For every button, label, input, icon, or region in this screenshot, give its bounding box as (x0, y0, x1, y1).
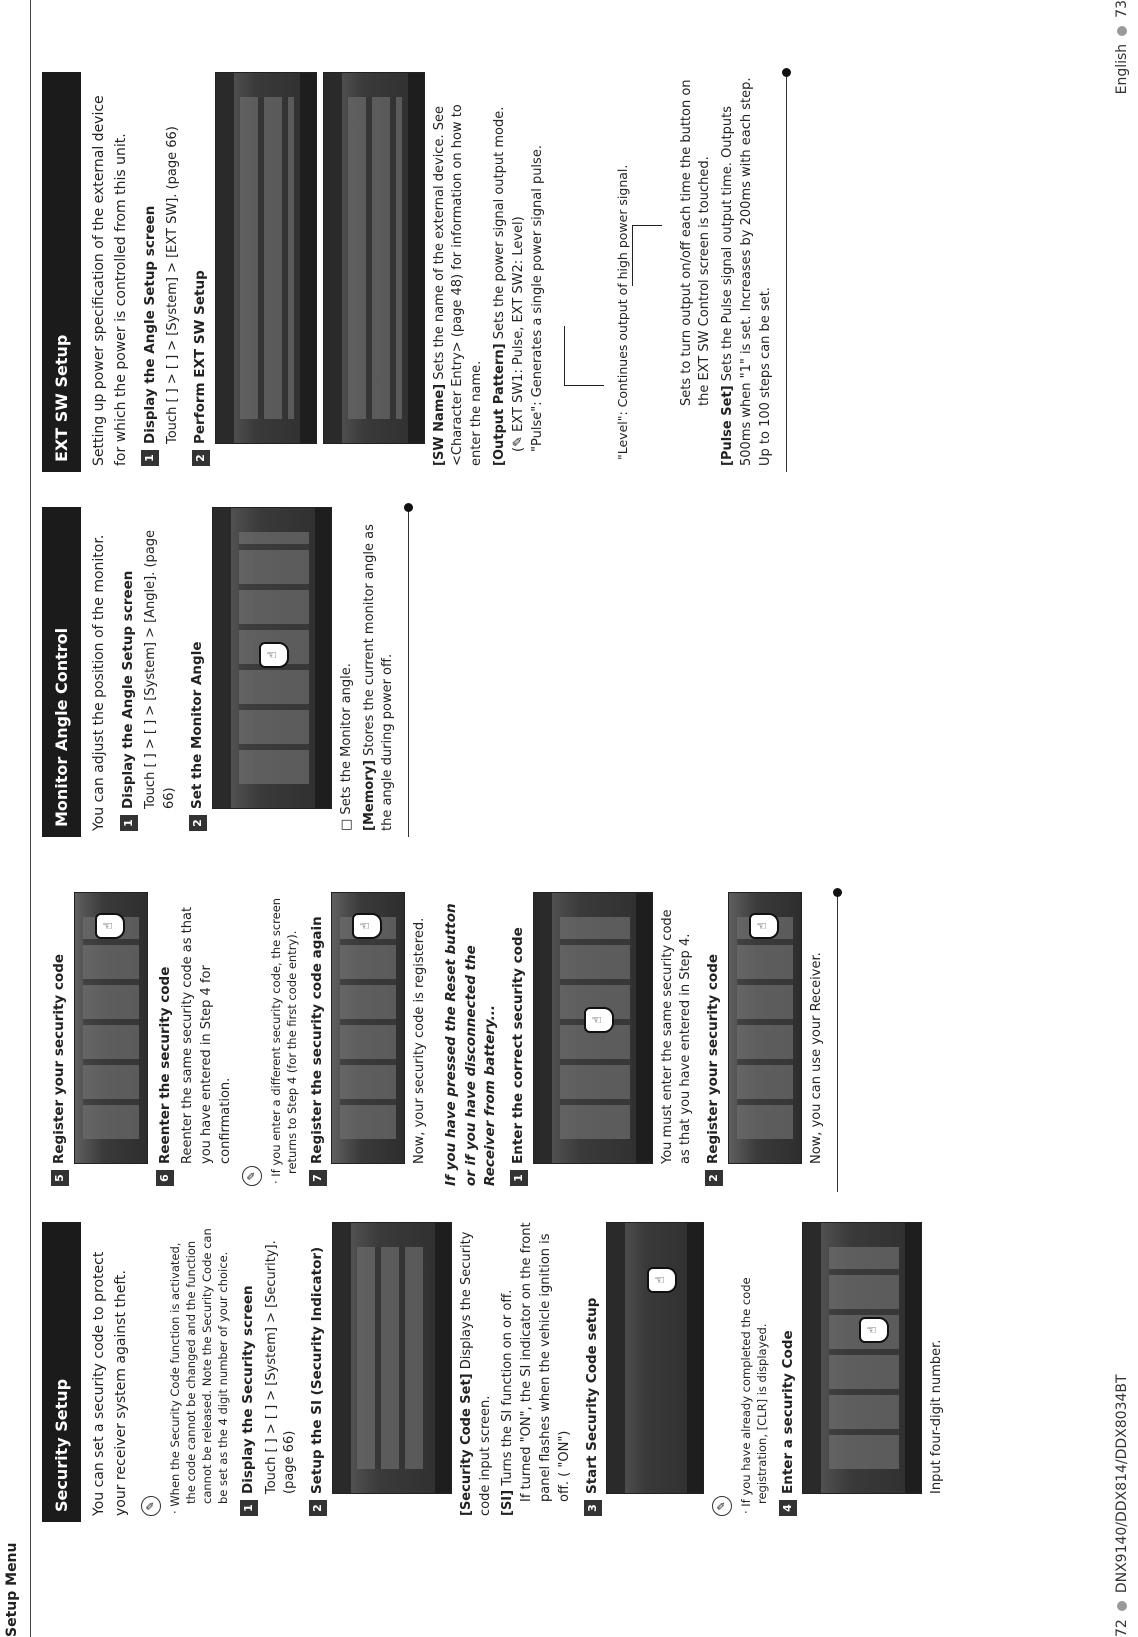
monitor-desc-memory-text: Stores the current monitor angle as the angle during power off. (361, 524, 396, 831)
security-note-2-text: If you have already completed the code registration, [CLR] is displayed. (739, 1277, 770, 1507)
reset-step-1 (509, 892, 529, 1186)
touch-hand-icon: ☝ (859, 1317, 889, 1343)
security-note-3-text: If you enter a different security code, the screen returns to Step 4 (for the first code entry). (268, 897, 299, 1177)
step-number-1: 1 (141, 450, 159, 466)
security-step-4-text: Input four-digit number. (929, 1339, 945, 1494)
desc-pulse-set (719, 72, 776, 466)
desc-output-default-text: EXT SW1: Pulse, EXT SW2: Level) (510, 216, 526, 437)
security-step-7-text: Now, your security code is registered. (412, 917, 428, 1164)
security-step-1-text: Touch [ ] > [ ] > [System] > [Security]. (page 66) (263, 1240, 298, 1494)
step-number-5: 5 (51, 1170, 69, 1186)
security-step-5-label: Register your security code (51, 953, 67, 1164)
step-number-2: 2 (705, 1170, 723, 1186)
security-step-3-label: Start Security Code setup (583, 1297, 600, 1494)
callout-1-icon: □ (338, 818, 354, 831)
desc-si-detail: If turned "ON", the SI indicator on the front panel flashes when the vehicle ignition is off. ( "ON") (519, 1222, 572, 1502)
monitor-step-1-text: Touch [ ] > [ ] > [System] > [Angle]. (page 66) (143, 529, 178, 809)
monitor-desc-1-text: Sets the Monitor angle. (338, 663, 354, 815)
keypad-grid (829, 1247, 899, 1469)
monitor-step-2-label: Set the Monitor Angle (189, 641, 206, 809)
ext-sw-step-1 (141, 72, 161, 466)
monitor-angle-heading: Monitor Angle Control (42, 507, 81, 837)
monitor-lead: You can adjust the position of the monitor. (91, 534, 108, 831)
pulse-waveform-rise (564, 385, 604, 386)
step-number-1: 1 (510, 1170, 528, 1186)
ext-sw-step-2-label: Perform EXT SW Setup (191, 270, 208, 444)
touch-hand-icon: ☝ (352, 913, 382, 939)
page-number-left: 72 (1113, 1619, 1130, 1637)
security-note-3: · If you enter a different security code, the screen returns to Step 4 (for the first code entry). (268, 897, 299, 1184)
register-again-screen-image (331, 892, 405, 1164)
note-icon: ✎ (141, 1496, 161, 1516)
security-setup-continued-column (42, 892, 846, 1192)
touch-hand-icon: ☝ (749, 913, 779, 939)
pulse-waveform-high (564, 326, 565, 386)
security-step-2-label: Setup the SI (Security Indicator) (309, 1246, 326, 1494)
step-number-1: 1 (120, 815, 138, 831)
ext-sw-column (42, 72, 795, 472)
step-number-2: 2 (192, 450, 210, 466)
monitor-desc-1 (338, 507, 357, 831)
touch-hand-icon: ☝ (95, 913, 125, 939)
section-end-rule (786, 72, 795, 472)
footer-dot (1117, 1601, 1127, 1611)
screen-title-bar (803, 1223, 821, 1493)
security-note-1-text: When the Security Code function is activated, the code cannot be changed and the function cannot be released. Note the Security Code can be set as the 4 digit number of your choice. (167, 1228, 230, 1507)
default-icon: ✎ (510, 436, 526, 447)
ext-sw-lead: Setting up power specification of the external device for which the power is controlled from this unit. (91, 95, 129, 466)
step-number-3: 3 (584, 1500, 602, 1516)
security-note-2: · If you have already completed the code registration, [CLR] is displayed. (739, 1277, 770, 1514)
step-number-1: 1 (240, 1500, 258, 1516)
step-number-7: 7 (309, 1170, 327, 1186)
screen-title-bar (333, 1223, 351, 1493)
desc-pulse: "Pulse": Generates a single power signal pulse. (529, 145, 545, 452)
desc-pulse-set-text: Sets the Pulse signal output time. Outputs 500ms when "1" is set. Increases by 200ms with each step. Up to 100 steps can be set. (720, 77, 773, 466)
screen-status-bar (905, 1223, 921, 1493)
correct-code-screen-image (533, 892, 653, 1164)
footer-left (1112, 1374, 1132, 1637)
desc-output-default: (✎ EXT SW1: Pulse, EXT SW2: Level) (510, 216, 526, 452)
footer-dot (1117, 26, 1127, 36)
touch-hand-icon: ☝ (259, 642, 289, 668)
desc-si-key: [SI] (500, 1489, 516, 1516)
security-step-1 (239, 1222, 259, 1516)
angle-setup-screen-image (212, 507, 332, 809)
screen-menu-rows (357, 1247, 429, 1469)
screen-menu-rows (348, 97, 402, 419)
desc-si-text: Turns the SI function on or off. (500, 1289, 516, 1486)
screen-menu-rows (240, 97, 294, 419)
desc-level: "Level": Continues output of high power signal. (614, 164, 630, 460)
screen-status-bar (315, 508, 331, 808)
screen-status-bar (408, 73, 424, 443)
ext-sw-heading: EXT SW Setup (42, 72, 81, 472)
reset-step-2-text: Now, you can use your Receiver. (808, 952, 824, 1164)
step-number-4: 4 (779, 1500, 797, 1516)
monitor-desc-memory (361, 507, 399, 831)
note-icon: ✎ (712, 1496, 732, 1516)
register-code-screen-image (74, 892, 148, 1164)
desc-toggle: Sets to turn output on/off each time the button on the EXT SW Control screen is touched. (678, 79, 713, 406)
monitor-step-1 (119, 507, 139, 831)
ext-sw-step-1-text: Touch [ ] > [ ] > [System] > [EXT SW]. (page 66) (165, 126, 181, 444)
ext-sw-step-2 (191, 72, 211, 466)
ext-sw-step-1-label: Display the Angle Setup screen (141, 205, 158, 444)
security-step-6 (156, 892, 176, 1186)
security-step-6-label: Reenter the security code (156, 966, 173, 1164)
touch-hand-icon: ☝ (584, 1007, 614, 1033)
desc-sw-name (431, 72, 488, 466)
security-setup-column (42, 1222, 951, 1522)
step-number-2: 2 (189, 815, 207, 831)
desc-pulse-set-key: [Pulse Set] (720, 385, 736, 466)
desc-sw-name-text: Sets the name of the external device. See <Character Entry> (page 48) for information on how to enter the name. (431, 104, 485, 466)
note-icon: ✎ (242, 1166, 262, 1186)
step-number-2: 2 (309, 1500, 327, 1516)
page-number-right: 73 (1113, 0, 1130, 18)
screen-status-bar (636, 893, 652, 1163)
screen-title-bar (324, 73, 342, 443)
screen-title-bar (607, 1223, 625, 1493)
monitor-step-1-label: Display the Angle Setup screen (119, 570, 136, 809)
security-step-4 (779, 1222, 799, 1516)
security-screen-image (332, 1222, 452, 1494)
screen-title-bar (213, 508, 231, 808)
reset-step-2-label: Register your security code (705, 953, 722, 1164)
security-lead: You can set a security code to protect your receiver system against theft. (91, 1251, 129, 1516)
keypad-grid (340, 917, 396, 1139)
security-step-5 (50, 892, 70, 1186)
register-after-reset-screen-image (728, 892, 802, 1164)
level-waveform-fall (632, 225, 662, 226)
screen-status-bar (300, 73, 316, 443)
step-number-6: 6 (156, 1170, 174, 1186)
section-end-rule (837, 892, 846, 1192)
desc-security-code-set-text: Displays the Security code input screen. (458, 1231, 493, 1516)
reset-step-2 (704, 892, 724, 1186)
screen-title-bar (534, 893, 552, 1163)
touch-hand-icon: ☝ (647, 1267, 677, 1293)
security-step-4-label: Enter a security Code (779, 1330, 796, 1494)
desc-output-pattern (491, 72, 548, 466)
model-number: DNX9140/DDX814/DDX8034BT (1113, 1374, 1130, 1594)
reset-step-1-label: Enter the correct security code (509, 927, 526, 1164)
keypad-grid (83, 917, 139, 1139)
footer-language: English (1113, 43, 1130, 95)
security-step-6-text: Reenter the same security code as that you have entered in Step 4 for confirmation. (180, 906, 233, 1164)
security-step-1-label: Display the Security screen (239, 1285, 256, 1494)
section-header: Setup Menu (4, 1542, 20, 1637)
monitor-angle-column (42, 507, 417, 837)
reset-step-1-text: You must enter the same security code as that you have entered in Step 4. (659, 909, 694, 1164)
security-step-2 (308, 1222, 328, 1516)
security-code-entry-screen-image (802, 1222, 922, 1494)
keypad-grid (737, 917, 793, 1139)
security-step-3 (583, 1222, 603, 1516)
desc-output-pattern-key: [Output Pattern] (492, 343, 508, 466)
pulse-level-diagram (554, 72, 674, 466)
screen-status-bar (435, 1223, 451, 1493)
footer-right (1112, 0, 1132, 94)
ext-sw2-screen-image (323, 72, 425, 444)
desc-sw-name-key: [SW Name] (431, 383, 447, 466)
security-step-7-label: Register the security code again (308, 916, 325, 1164)
section-end-rule (408, 507, 417, 837)
screen-title-bar (216, 73, 234, 443)
desc-si (499, 1222, 574, 1516)
security-step-7 (308, 892, 328, 1186)
security-setup-heading: Security Setup (42, 1222, 81, 1522)
monitor-step-2 (188, 507, 208, 831)
security-code-setup-screen-image (606, 1222, 704, 1494)
security-note-1: · When the Security Code function is activated, the code cannot be changed and the function cannot be released. Note the Security Code can be set as the 4 digit number of your choice. (167, 1228, 230, 1514)
reset-heading: If you have pressed the Reset button or if you have disconnected the Receiver from battery... (443, 903, 499, 1186)
header-rule (30, 0, 31, 1637)
level-waveform-high (632, 226, 633, 286)
desc-output-pattern-text: Sets the power signal output mode. (492, 106, 508, 340)
desc-security-code-set (458, 1222, 496, 1516)
screen-status-bar (687, 1223, 703, 1493)
desc-security-code-set-key: [Security Code Set] (458, 1373, 474, 1516)
ext-sw1-screen-image (215, 72, 317, 444)
monitor-desc-memory-key: [Memory] (361, 760, 377, 831)
